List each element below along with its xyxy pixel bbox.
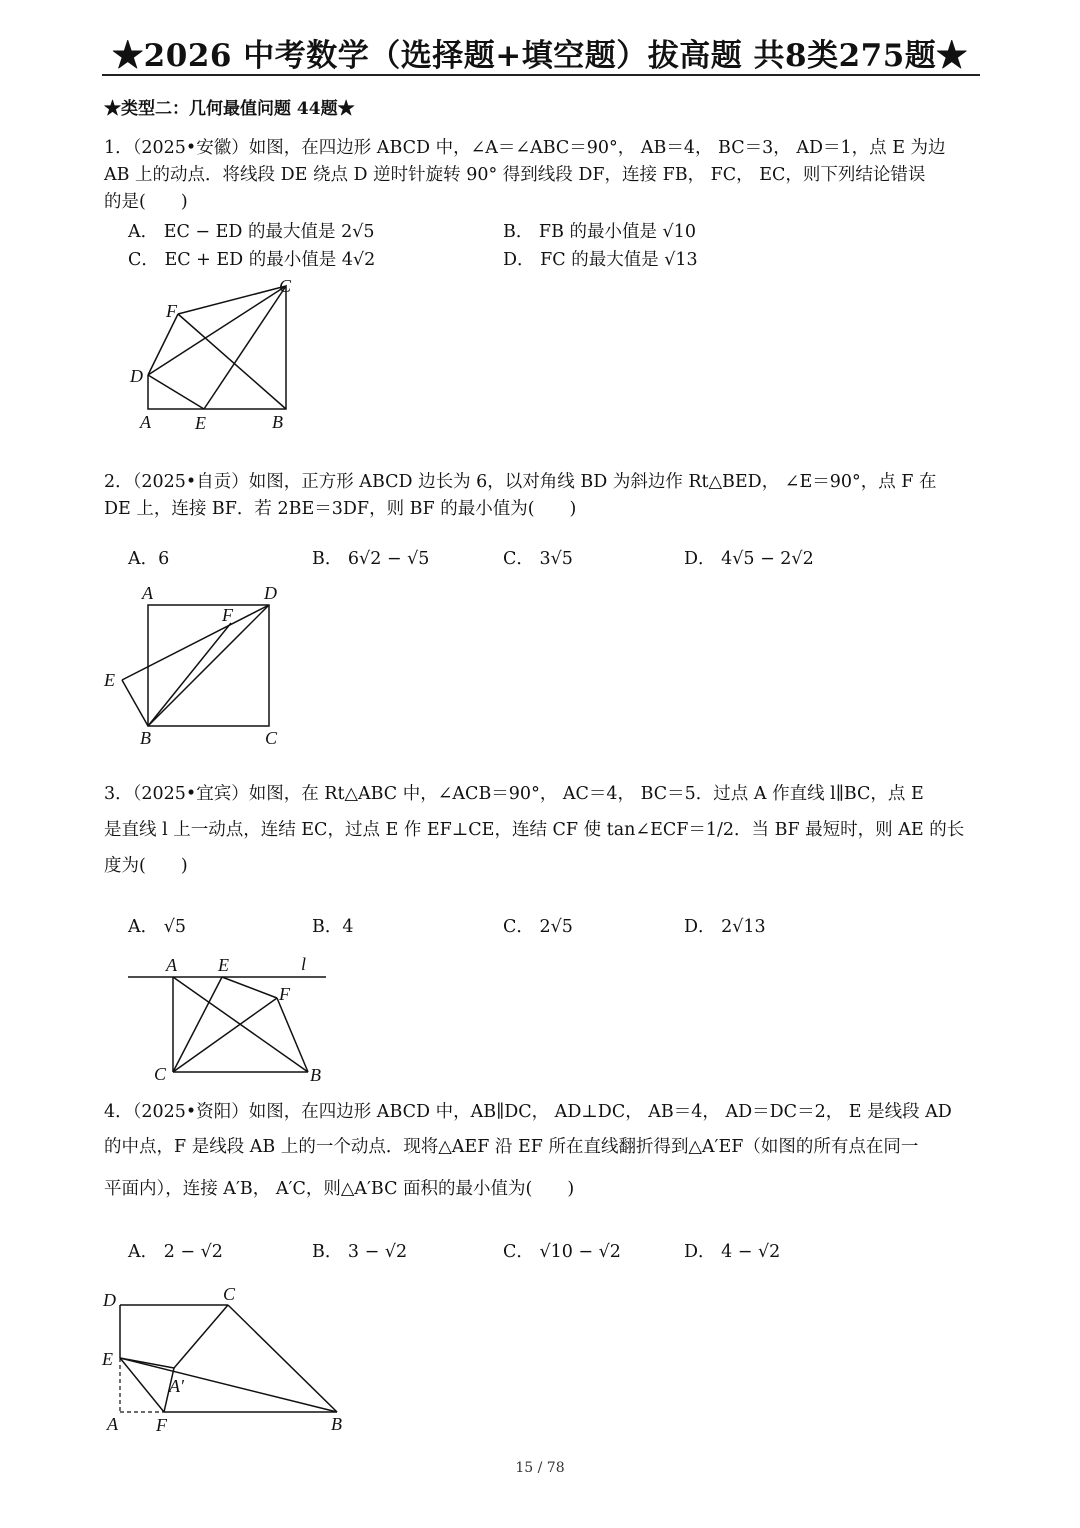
section-title: ★类型二：几何最值问题 44题★ — [104, 99, 355, 119]
question-1-figure — [120, 270, 320, 440]
figure-label: B — [331, 1414, 342, 1434]
figure-label: C — [154, 1064, 167, 1084]
figure-label: F — [222, 605, 233, 625]
question-4-option-c: C． √10 − √2 — [503, 1242, 621, 1262]
stem-line: 1．（2025•安徽）如图，在四边形 ABCD 中，∠A＝∠ABC＝90°， AB＝4， BC＝3， AD＝1，点 E 为边 — [104, 138, 946, 158]
figure-label: A — [166, 955, 177, 975]
figure-label: B — [140, 728, 151, 748]
figure-label: E — [218, 955, 229, 975]
figure-label: B — [272, 412, 283, 432]
figure-label: A — [140, 412, 151, 432]
stem-line: 的中点，F 是线段 AB 上的一个动点．现将△AEF 沿 EF 所在直线翻折得到△A′EF（如图的所有点在同一 — [104, 1137, 919, 1157]
header-divider — [102, 74, 980, 76]
question-1-option-d: D． FC 的最大值是 √13 — [503, 250, 698, 270]
question-3-option-d: D． 2√13 — [684, 917, 766, 937]
question-2-stem — [104, 469, 984, 523]
question-1-option-a: A． EC − ED 的最大值是 2√5 — [128, 222, 375, 242]
figure-label: B — [310, 1065, 321, 1085]
stem-line: 2．（2025•自贡）如图，正方形 ABCD 边长为 6，以对角线 BD 为斜边作 Rt△BED， ∠E＝90°，点 F 在 — [104, 472, 937, 492]
question-4-stem — [104, 1099, 984, 1210]
figure-label: C — [223, 1284, 236, 1304]
figure-label: A — [107, 1414, 118, 1434]
figure-label: A′ — [169, 1376, 184, 1396]
figure-label: E — [104, 670, 115, 690]
question-2-option-c: C． 3√5 — [503, 549, 573, 569]
stem-line: 的是( ) — [104, 192, 188, 212]
figure-label: C — [279, 276, 292, 296]
stem-line: 4．（2025•资阳）如图，在四边形 ABCD 中，AB∥DC， AD⊥DC， AB＝4， AD＝DC＝2， E 是线段 AD — [104, 1102, 952, 1122]
question-3-option-c: C． 2√5 — [503, 917, 573, 937]
figure-label: l — [301, 954, 307, 974]
question-2-option-a: A．6 — [128, 549, 170, 569]
question-3-option-a: A． √5 — [128, 917, 186, 937]
figure-label: A — [142, 583, 153, 603]
question-4-option-d: D． 4 − √2 — [684, 1242, 781, 1262]
stem-line: DE 上，连接 BF．若 2BE＝3DF，则 BF 的最小值为( ) — [104, 499, 577, 519]
stem-line: 度为( ) — [104, 856, 188, 876]
figure-label: F — [156, 1415, 167, 1435]
question-2-option-d: D． 4√5 − 2√2 — [684, 549, 814, 569]
question-1-stem — [104, 135, 984, 216]
stem-line: 3．（2025•宜宾）如图，在 Rt△ABC 中，∠ACB＝90°， AC＝4， BC＝5．过点 A 作直线 l∥BC，点 E — [104, 784, 924, 804]
figure-label: F — [279, 984, 290, 1004]
question-2-figure — [100, 580, 300, 755]
figure-label: D — [103, 1290, 116, 1310]
question-2-option-b: B． 6√2 − √5 — [312, 549, 430, 569]
stem-line: AB 上的动点．将线段 DE 绕点 D 逆时针旋转 90° 得到线段 DF，连接 FB， FC， EC，则下列结论错误 — [104, 165, 926, 185]
page-number: 15 / 78 — [515, 1460, 565, 1476]
question-3-stem — [104, 776, 984, 884]
stem-line: 是直线 l 上一动点，连结 EC，过点 E 作 EF⊥CE，连结 CF 使 tan∠ECF＝1/2．当 BF 最短时，则 AE 的长 — [104, 820, 965, 840]
question-4-figure — [95, 1280, 360, 1440]
figure-label: E — [195, 413, 206, 433]
question-3-option-b: B．4 — [312, 917, 354, 937]
figure-label: E — [102, 1349, 113, 1369]
figure-label: F — [166, 301, 177, 321]
document-header: ★2026 中考数学（选择题+填空题）拔高题 共8类275题★ — [112, 38, 968, 74]
question-4-option-a: A． 2 − √2 — [128, 1242, 223, 1262]
figure-label: C — [265, 728, 278, 748]
figure-label: D — [264, 583, 277, 603]
question-1-option-c: C． EC + ED 的最小值是 4√2 — [128, 250, 376, 270]
question-3-figure — [120, 950, 335, 1090]
question-1-option-b: B． FB 的最小值是 √10 — [503, 222, 696, 242]
stem-line: 平面内），连接 A′B， A′C，则△A′BC 面积的最小值为( ) — [104, 1179, 575, 1199]
figure-label: D — [130, 366, 143, 386]
question-4-option-b: B． 3 − √2 — [312, 1242, 408, 1262]
